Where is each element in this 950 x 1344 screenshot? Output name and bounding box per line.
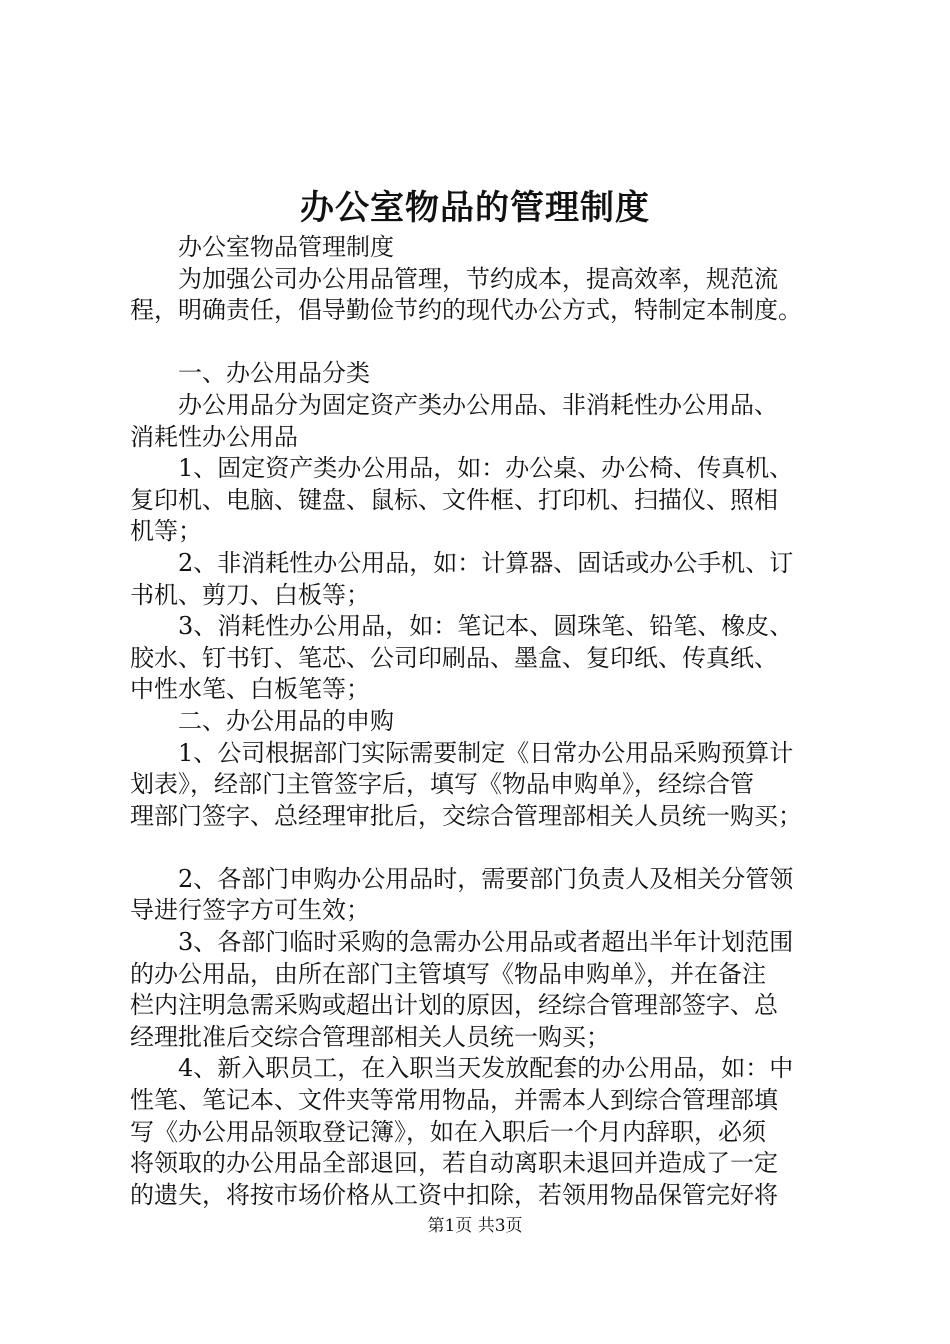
body-line: 书机、剪刀、白板等； (130, 580, 370, 609)
body-line: 写《办公用品领取登记簿》，如在入职后一个月内辞职，必须 (130, 1117, 766, 1146)
body-line: 消耗性办公用品 (130, 422, 298, 451)
body-line: 划表》，经部门主管签字后，填写《物品申购单》，经综合管 (130, 770, 754, 799)
body-line: 1、公司根据部门实际需要制定《日常办公用品采购预算计 (130, 738, 794, 767)
body-line: 中性水笔、白板笔等； (130, 675, 370, 704)
body-line: 经理批准后交综合管理部相关人员统一购买； (130, 1022, 610, 1051)
body-line: 理部门签字、总经理审批后，交综合管理部相关人员统一购买； (130, 801, 802, 830)
body-line: 的办公用品，由所在部门主管填写《物品申购单》，并在备注 (130, 959, 766, 988)
body-line: 的遗失，将按市场价格从工资中扣除，若领用物品保管完好将 (130, 1180, 778, 1209)
document-title: 办公室物品的管理制度 (300, 188, 650, 228)
blank-line (130, 327, 830, 359)
body-line: 2、非消耗性办公用品，如：计算器、固话或办公手机、订 (130, 548, 794, 577)
body-line: 复印机、电脑、键盘、鼠标、文件框、打印机、扫描仪、照相 (130, 485, 778, 514)
blank-line (130, 832, 830, 864)
body-line: 为加强公司办公用品管理，节约成本，提高效率，规范流 (130, 264, 778, 293)
body-line: 胶水、钉书钉、笔芯、公司印刷品、墨盒、复印纸、传真纸、 (130, 643, 778, 672)
body-line: 办公用品分为固定资产类办公用品、非消耗性办公用品、 (130, 390, 778, 419)
body-line: 将领取的办公用品全部退回，若自动离职未退回并造成了一定 (130, 1149, 778, 1178)
body-line: 机等； (130, 517, 202, 546)
body-line: 一、办公用品分类 (130, 359, 370, 388)
body-line: 3、消耗性办公用品，如：笔记本、圆珠笔、铅笔、橡皮、 (130, 612, 794, 641)
body-line: 4、新入职员工，在入职当天发放配套的办公用品，如：中 (130, 1054, 794, 1083)
body-line: 导进行签字方可生效； (130, 896, 370, 925)
document-body (130, 232, 830, 1211)
body-line: 2、各部门申购办公用品时，需要部门负责人及相关分管领 (130, 864, 794, 893)
body-line: 3、各部门临时采购的急需办公用品或者超出半年计划范围 (130, 928, 794, 957)
body-line: 办公室物品管理制度 (130, 233, 394, 261)
body-line: 二、办公用品的申购 (130, 706, 394, 735)
body-line: 程，明确责任，倡导勤俭节约的现代办公方式，特制定本制度。 (130, 296, 802, 325)
body-line: 栏内注明急需采购或超出计划的原因，经综合管理部签字、总 (130, 991, 778, 1020)
page-footer: 第1页 共3页 (427, 1216, 523, 1236)
body-line: 1、固定资产类办公用品，如：办公桌、办公椅、传真机、 (130, 454, 794, 483)
body-line: 性笔、笔记本、文件夹等常用物品，并需本人到综合管理部填 (130, 1086, 778, 1115)
